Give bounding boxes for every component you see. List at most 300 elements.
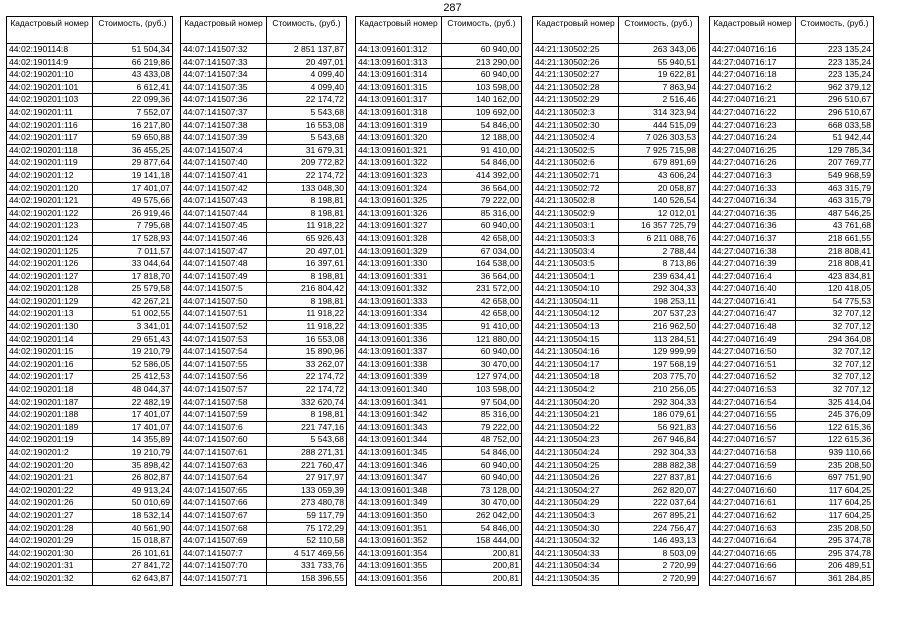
cadastre-number-cell: 44:27:040716:50 [710, 346, 796, 359]
cadastre-number-cell: 44:07:141507:43 [181, 195, 267, 208]
cost-cell: 91 410,00 [442, 321, 522, 334]
header-cost: Стоимость, (руб.) [267, 17, 347, 44]
cadastre-number-cell: 44:07:141507:46 [181, 232, 267, 245]
cost-cell: 127 974,00 [442, 371, 522, 384]
cost-cell: 221 760,47 [267, 459, 347, 472]
table-row [356, 497, 522, 510]
cadastre-number-cell: 44:13:091601:346 [356, 459, 442, 472]
table-row [710, 447, 874, 460]
cost-cell: 4 099,40 [267, 69, 347, 82]
cadastre-number-cell: 44:02:190201:28 [7, 522, 93, 535]
cadastre-number-cell: 44:02:190201:120 [7, 182, 93, 195]
table-row [533, 169, 699, 182]
table-row [356, 434, 522, 447]
table-row [533, 258, 699, 271]
cost-cell: 223 135,24 [796, 56, 874, 69]
cadastre-number-cell: 44:27:040716:39 [710, 258, 796, 271]
cost-cell: 223 135,24 [796, 69, 874, 82]
table-row [533, 434, 699, 447]
cost-cell: 40 561,90 [93, 522, 173, 535]
table-row [533, 409, 699, 422]
table-row [181, 106, 347, 119]
table-row [7, 69, 173, 82]
cost-cell: 85 316,00 [442, 409, 522, 422]
cost-cell: 262 820,07 [619, 484, 699, 497]
table-row [356, 522, 522, 535]
cost-cell: 235 208,50 [796, 522, 874, 535]
table-row [533, 44, 699, 57]
cadastre-number-cell: 44:07:141507:34 [181, 69, 267, 82]
cost-cell: 14 355,89 [93, 434, 173, 447]
table-row [7, 157, 173, 170]
cadastre-number-cell: 44:02:190201:26 [7, 497, 93, 510]
cadastre-number-cell: 44:21:130504:2 [533, 384, 619, 397]
cost-cell: 218 661,55 [796, 232, 874, 245]
cost-cell: 103 598,00 [442, 384, 522, 397]
table-row [533, 421, 699, 434]
cadastre-number-cell: 44:13:091601:349 [356, 497, 442, 510]
cadastre-number-cell: 44:13:091601:337 [356, 346, 442, 359]
table-row [181, 371, 347, 384]
cost-cell: 487 546,25 [796, 207, 874, 220]
cost-cell: 48 752,00 [442, 434, 522, 447]
cost-cell: 292 304,33 [619, 447, 699, 460]
cost-cell: 27 841,72 [93, 560, 173, 573]
table-row [533, 94, 699, 107]
table-row [356, 421, 522, 434]
cost-cell: 8 198,81 [267, 295, 347, 308]
cost-cell: 42 267,21 [93, 295, 173, 308]
table-row [181, 44, 347, 57]
cadastre-number-cell: 44:13:091601:344 [356, 434, 442, 447]
table-row [7, 346, 173, 359]
cadastre-number-cell: 44:27:040716:64 [710, 535, 796, 548]
cadastre-number-cell: 44:27:040716:34 [710, 195, 796, 208]
cost-cell: 32 707,12 [796, 308, 874, 321]
cadastre-number-cell: 44:27:040716:67 [710, 572, 796, 585]
cadastre-number-cell: 44:02:190201:22 [7, 484, 93, 497]
cost-cell: 52 586,05 [93, 358, 173, 371]
cadastre-number-cell: 44:07:141507:51 [181, 308, 267, 321]
cadastre-number-cell: 44:02:190201:103 [7, 94, 93, 107]
cadastre-number-cell: 44:13:091601:321 [356, 144, 442, 157]
cadastre-number-cell: 44:02:190201:125 [7, 245, 93, 258]
cost-cell: 32 707,12 [796, 371, 874, 384]
cadastre-number-cell: 44:21:130504:35 [533, 572, 619, 585]
cadastre-number-cell: 44:27:040716:49 [710, 333, 796, 346]
table-row [710, 384, 874, 397]
cadastre-number-cell: 44:13:091601:345 [356, 447, 442, 460]
table-row [710, 157, 874, 170]
table-row [533, 106, 699, 119]
cadastre-number-cell: 44:21:130502:6 [533, 157, 619, 170]
table-row [356, 295, 522, 308]
table-row [181, 182, 347, 195]
cost-cell: 7 925 715,98 [619, 144, 699, 157]
cost-cell: 51 942,44 [796, 132, 874, 145]
cost-cell: 29 877,64 [93, 157, 173, 170]
table-row [7, 232, 173, 245]
cadastre-number-cell: 44:27:040716:16 [710, 44, 796, 57]
cadastre-table-4 [532, 16, 699, 586]
cadastre-number-cell: 44:07:141507:71 [181, 572, 267, 585]
cost-cell: 122 615,36 [796, 434, 874, 447]
table-row [181, 346, 347, 359]
table-row [356, 371, 522, 384]
cadastre-number-cell: 44:02:190201:12 [7, 169, 93, 182]
cadastre-number-cell: 44:21:130504:34 [533, 560, 619, 573]
cost-cell: 16 217,80 [93, 119, 173, 132]
cost-cell: 16 553,08 [267, 333, 347, 346]
table-row [356, 94, 522, 107]
cost-cell: 42 658,00 [442, 232, 522, 245]
table-row [181, 434, 347, 447]
table-row [710, 396, 874, 409]
header-cadastre: Кадастровый номер [533, 17, 619, 44]
cadastre-number-cell: 44:21:130502:28 [533, 81, 619, 94]
cadastre-number-cell: 44:21:130502:8 [533, 195, 619, 208]
cadastre-number-cell: 44:07:141507:60 [181, 434, 267, 447]
cadastre-number-cell: 44:07:141507:68 [181, 522, 267, 535]
cost-cell: 36 564,00 [442, 182, 522, 195]
table-row [710, 169, 874, 182]
cost-cell: 164 538,00 [442, 258, 522, 271]
cost-cell: 8 713,86 [619, 258, 699, 271]
table-row [533, 69, 699, 82]
cadastre-number-cell: 44:27:040716:23 [710, 119, 796, 132]
cost-cell: 32 707,12 [796, 384, 874, 397]
cost-cell: 97 504,00 [442, 396, 522, 409]
cost-cell: 122 615,36 [796, 421, 874, 434]
cost-cell: 12 188,00 [442, 132, 522, 145]
table-row [356, 547, 522, 560]
cadastre-number-cell: 44:21:130502:3 [533, 106, 619, 119]
table-row [356, 232, 522, 245]
cadastre-number-cell: 44:21:130504:15 [533, 333, 619, 346]
table-row [7, 509, 173, 522]
cost-cell: 325 414,04 [796, 396, 874, 409]
header-cadastre: Кадастровый номер [7, 17, 93, 44]
cost-cell: 4 099,40 [267, 81, 347, 94]
cadastre-number-cell: 44:21:130502:26 [533, 56, 619, 69]
table-row [181, 321, 347, 334]
cost-cell: 8 503,09 [619, 547, 699, 560]
cost-cell: 267 895,21 [619, 509, 699, 522]
table-row [710, 560, 874, 573]
cadastre-number-cell: 44:21:130504:16 [533, 346, 619, 359]
table-row [533, 459, 699, 472]
cost-cell: 133 059,39 [267, 484, 347, 497]
cadastre-number-cell: 44:27:040716:53 [710, 384, 796, 397]
cadastre-number-cell: 44:02:190201:123 [7, 220, 93, 233]
table-row [7, 572, 173, 585]
cadastre-number-cell: 44:21:130504:17 [533, 358, 619, 371]
table-row [181, 333, 347, 346]
cost-cell: 30 470,00 [442, 497, 522, 510]
table-row [7, 132, 173, 145]
cadastre-number-cell: 44:27:040716:17 [710, 56, 796, 69]
table-row [710, 434, 874, 447]
table-row [710, 207, 874, 220]
table-row [356, 81, 522, 94]
table-row [7, 81, 173, 94]
table-row [533, 182, 699, 195]
table-row [7, 472, 173, 485]
cadastre-number-cell: 44:07:141507:37 [181, 106, 267, 119]
cadastre-number-cell: 44:02:190201:189 [7, 421, 93, 434]
cost-cell: 109 692,00 [442, 106, 522, 119]
table-row [533, 270, 699, 283]
table-row [533, 384, 699, 397]
table-row [181, 384, 347, 397]
cost-cell: 129 785,34 [796, 144, 874, 157]
cadastre-number-cell: 44:21:130502:25 [533, 44, 619, 57]
cost-cell: 22 174,72 [267, 384, 347, 397]
cadastre-number-cell: 44:21:130504:23 [533, 434, 619, 447]
cost-cell: 7 011,57 [93, 245, 173, 258]
table-row [7, 421, 173, 434]
cost-cell: 288 271,31 [267, 447, 347, 460]
table-row [7, 371, 173, 384]
cost-cell: 8 198,81 [267, 409, 347, 422]
cadastre-number-cell: 44:07:141507:56 [181, 371, 267, 384]
cost-cell: 198 253,11 [619, 295, 699, 308]
table-row [181, 258, 347, 271]
table-row [710, 509, 874, 522]
table-row [533, 132, 699, 145]
cost-cell: 54 846,00 [442, 119, 522, 132]
cadastre-number-cell: 44:07:141507:69 [181, 535, 267, 548]
table-row [710, 258, 874, 271]
cost-cell: 33 262,07 [267, 358, 347, 371]
cost-cell: 16 553,08 [267, 119, 347, 132]
cadastre-number-cell: 44:02:190201:10 [7, 69, 93, 82]
cost-cell: 117 604,25 [796, 509, 874, 522]
table-header-row [710, 17, 874, 44]
cost-cell: 206 489,51 [796, 560, 874, 573]
table-row [533, 157, 699, 170]
table-row [181, 81, 347, 94]
cost-cell: 17 401,07 [93, 182, 173, 195]
cadastre-number-cell: 44:02:190201:17 [7, 371, 93, 384]
cadastre-number-cell: 44:13:091601:354 [356, 547, 442, 560]
cost-cell: 223 135,24 [796, 44, 874, 57]
table-row [7, 434, 173, 447]
cadastre-number-cell: 44:27:040716:57 [710, 434, 796, 447]
table-row [7, 195, 173, 208]
cadastre-number-cell: 44:02:190201:30 [7, 547, 93, 560]
cadastre-number-cell: 44:27:040716:4 [710, 270, 796, 283]
table-row [7, 333, 173, 346]
cadastre-number-cell: 44:02:190201:14 [7, 333, 93, 346]
cost-cell: 15 890,96 [267, 346, 347, 359]
table-row [356, 358, 522, 371]
table-row [7, 182, 173, 195]
table-row [710, 522, 874, 535]
table-header-row [356, 17, 522, 44]
cost-cell: 292 304,33 [619, 396, 699, 409]
table-row [533, 560, 699, 573]
cadastre-number-cell: 44:02:190201:117 [7, 132, 93, 145]
cadastre-number-cell: 44:07:141507:5 [181, 283, 267, 296]
table-row [533, 220, 699, 233]
cadastre-number-cell: 44:13:091601:347 [356, 472, 442, 485]
cost-cell: 6 612,41 [93, 81, 173, 94]
cadastre-number-cell: 44:07:141507:64 [181, 472, 267, 485]
table-row [7, 169, 173, 182]
table-row [533, 535, 699, 548]
cost-cell: 36 564,00 [442, 270, 522, 283]
cadastre-number-cell: 44:21:130504:27 [533, 484, 619, 497]
cadastre-number-cell: 44:27:040716:26 [710, 157, 796, 170]
cost-cell: 121 880,00 [442, 333, 522, 346]
cost-cell: 203 775,70 [619, 371, 699, 384]
cost-cell: 52 110,58 [267, 535, 347, 548]
table-row [7, 94, 173, 107]
cadastre-number-cell: 44:27:040716:33 [710, 182, 796, 195]
cost-cell: 16 357 725,79 [619, 220, 699, 233]
table-row [710, 119, 874, 132]
cost-cell: 19 210,79 [93, 447, 173, 460]
cadastre-number-cell: 44:02:190201:187 [7, 396, 93, 409]
cadastre-number-cell: 44:13:091601:339 [356, 371, 442, 384]
cost-cell: 18 532,14 [93, 509, 173, 522]
cost-cell: 146 493,13 [619, 535, 699, 548]
cadastre-number-cell: 44:07:141507:7 [181, 547, 267, 560]
table-row [356, 396, 522, 409]
table-row [710, 132, 874, 145]
table-row [181, 119, 347, 132]
table-row [356, 182, 522, 195]
table-row [7, 497, 173, 510]
cost-cell: 5 543,68 [267, 106, 347, 119]
table-row [356, 270, 522, 283]
cost-cell: 54 775,53 [796, 295, 874, 308]
table-row [7, 522, 173, 535]
cost-cell: 133 048,30 [267, 182, 347, 195]
table-row [710, 220, 874, 233]
header-cost: Стоимость, (руб.) [93, 17, 173, 44]
cost-cell: 54 846,00 [442, 157, 522, 170]
cadastre-number-cell: 44:13:091601:340 [356, 384, 442, 397]
cadastre-number-cell: 44:07:141507:33 [181, 56, 267, 69]
cost-cell: 4 517 469,56 [267, 547, 347, 560]
cost-cell: 294 364,08 [796, 333, 874, 346]
cadastre-number-cell: 44:13:091601:336 [356, 333, 442, 346]
cadastre-number-cell: 44:07:141507:65 [181, 484, 267, 497]
cadastre-number-cell: 44:27:040716:21 [710, 94, 796, 107]
table-row [181, 69, 347, 82]
cost-cell: 218 808,41 [796, 245, 874, 258]
cost-cell: 140 162,00 [442, 94, 522, 107]
cadastre-number-cell: 44:07:141507:35 [181, 81, 267, 94]
cost-cell: 19 622,81 [619, 69, 699, 82]
cost-cell: 54 846,00 [442, 447, 522, 460]
cost-cell: 11 918,22 [267, 321, 347, 334]
table-row [181, 572, 347, 585]
cost-cell: 22 482,19 [93, 396, 173, 409]
cost-cell: 35 898,42 [93, 459, 173, 472]
table-row [181, 232, 347, 245]
table-row [7, 270, 173, 283]
cost-cell: 262 042,00 [442, 509, 522, 522]
table-row [710, 94, 874, 107]
table-row [7, 56, 173, 69]
table-row [181, 144, 347, 157]
table-row [710, 371, 874, 384]
table-row [181, 409, 347, 422]
cadastre-number-cell: 44:13:091601:355 [356, 560, 442, 573]
table-row [7, 384, 173, 397]
table-row [181, 270, 347, 283]
cadastre-number-cell: 44:13:091601:328 [356, 232, 442, 245]
cadastre-number-cell: 44:13:091601:320 [356, 132, 442, 145]
table-row [181, 56, 347, 69]
cost-cell: 79 222,00 [442, 421, 522, 434]
table-row [181, 283, 347, 296]
cadastre-number-cell: 44:07:141507:44 [181, 207, 267, 220]
cost-cell: 235 208,50 [796, 459, 874, 472]
header-cadastre: Кадастровый номер [181, 17, 267, 44]
cost-cell: 32 707,12 [796, 358, 874, 371]
cadastre-number-cell: 44:27:040716:35 [710, 207, 796, 220]
cost-cell: 43 433,08 [93, 69, 173, 82]
cost-cell: 17 528,93 [93, 232, 173, 245]
cost-cell: 43 761,68 [796, 220, 874, 233]
cost-cell: 26 802,87 [93, 472, 173, 485]
table-row [533, 333, 699, 346]
table-row [7, 447, 173, 460]
cadastre-number-cell: 44:07:141507:47 [181, 245, 267, 258]
table-row [181, 245, 347, 258]
cadastre-number-cell: 44:27:040716:41 [710, 295, 796, 308]
cadastre-number-cell: 44:21:130504:11 [533, 295, 619, 308]
cost-cell: 27 917,97 [267, 472, 347, 485]
table-row [356, 132, 522, 145]
table-row [356, 409, 522, 422]
cost-cell: 20 058,87 [619, 182, 699, 195]
cadastre-number-cell: 44:13:091601:351 [356, 522, 442, 535]
cadastre-number-cell: 44:02:190114:9 [7, 56, 93, 69]
cost-cell: 7 026 303,53 [619, 132, 699, 145]
cost-cell: 668 033,58 [796, 119, 874, 132]
cadastre-number-cell: 44:02:190201:32 [7, 572, 93, 585]
cost-cell: 218 808,41 [796, 258, 874, 271]
table-row [710, 409, 874, 422]
cadastre-number-cell: 44:21:130504:12 [533, 308, 619, 321]
cost-cell: 679 891,69 [619, 157, 699, 170]
table-row [356, 157, 522, 170]
cadastre-number-cell: 44:13:091601:318 [356, 106, 442, 119]
header-cadastre: Кадастровый номер [710, 17, 796, 44]
cadastre-number-cell: 44:13:091601:322 [356, 157, 442, 170]
cost-cell: 30 470,00 [442, 358, 522, 371]
cadastre-number-cell: 44:02:190201:188 [7, 409, 93, 422]
cost-cell: 140 526,54 [619, 195, 699, 208]
cadastre-number-cell: 44:07:141507:57 [181, 384, 267, 397]
table-row [533, 144, 699, 157]
cost-cell: 25 579,58 [93, 283, 173, 296]
cadastre-number-cell: 44:13:091601:356 [356, 572, 442, 585]
cost-cell: 51 504,34 [93, 44, 173, 57]
cadastre-number-cell: 44:07:141507:6 [181, 421, 267, 434]
cost-cell: 60 940,00 [442, 472, 522, 485]
cost-cell: 7 795,68 [93, 220, 173, 233]
cost-cell: 332 620,74 [267, 396, 347, 409]
table-row [710, 497, 874, 510]
cost-cell: 49 575,66 [93, 195, 173, 208]
cadastre-number-cell: 44:13:091601:334 [356, 308, 442, 321]
